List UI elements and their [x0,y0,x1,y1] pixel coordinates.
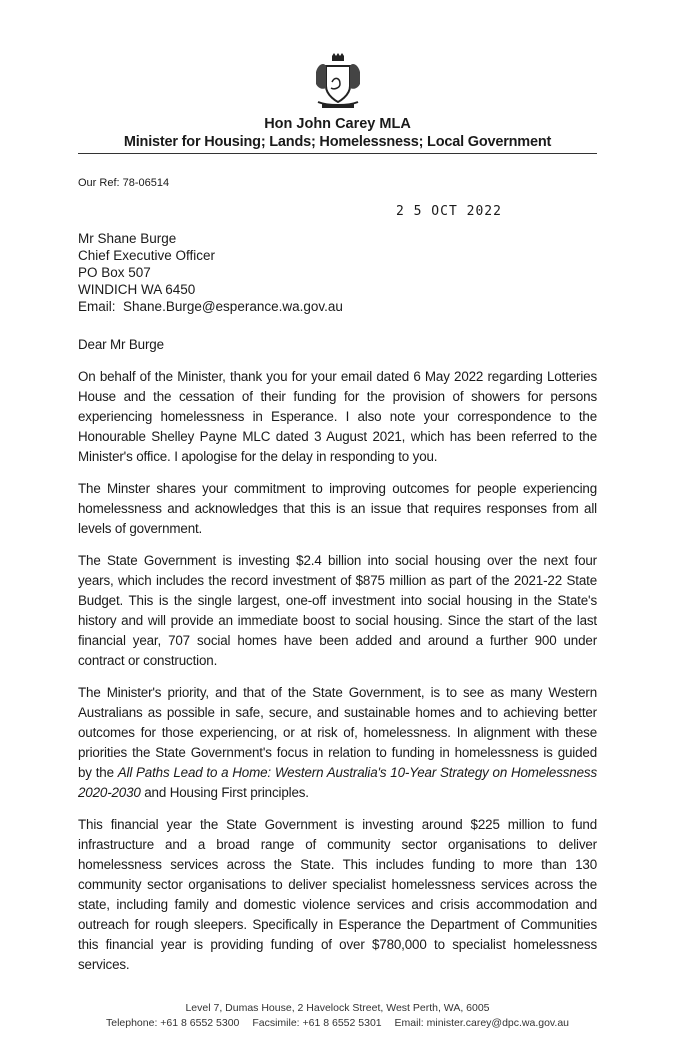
header-divider [78,153,597,154]
recipient-po-box: PO Box 507 [78,265,151,280]
letter-footer [0,1001,675,1031]
footer-telephone: Telephone: +61 8 6552 5300 [105,1017,240,1029]
paragraph-3: The State Government is investing $2.4 billion into social housing over the next four years, which includes the record investment of $875 million as part of the 2021-22 State Budget. This is the single largest, one-off investment into social housing in the State's history and will provide an immediate boost to social housing. Since the start of the last financial year, 707 social homes have been added and around a further 900 under contract or construction. [78,553,597,668]
our-reference: Our Ref: 78-06514 [78,177,170,189]
paragraph-1: On behalf of the Minister, thank you for your email dated 6 May 2022 regarding Lotteries House and the cessation of their funding for the provision of showers for persons experiencing homelessness in Esperance. I also note your correspondence to the Honourable Shelley Payne MLC dated 3 August 2021, which has been referred to the Minister's office. I apologise for the delay in responding to you. [78,369,597,464]
paragraph-5: This financial year the State Government is investing around $225 million to fund infrastructure and a broad range of community sector organisations to deliver homelessness services across the State. This includes funding to more than 130 community sector organisations to deliver specialist homelessness services across the state, including family and domestic violence services and crisis accommodation and outreach for rough sleepers. Specifically in Esperance the Department of Communities this financial year is providing funding of over $780,000 to specialist homelessness services. [78,817,597,972]
recipient-email: Shane.Burge@esperance.wa.gov.au [123,299,343,314]
recipient-locality: WINDICH WA 6450 [78,282,196,297]
paragraph-4 [78,683,597,803]
footer-email: Email: minister.carey@dpc.wa.gov.au [394,1017,569,1029]
minister-portfolio: Minister for Housing; Lands; Homelessness; Local Government [123,134,552,150]
date-stamp: 2 5 OCT 2022 [396,204,502,219]
strategy-title: All Paths Lead to a Home: Western Australia's 10-Year Strategy on Homelessness 2020-2030 [78,765,597,800]
footer-facsimile: Facsimile: +61 8 6552 5301 [252,1017,382,1029]
recipient-name: Mr Shane Burge [78,231,177,246]
recipient-address [78,230,597,315]
letter-body [78,335,597,975]
recipient-title: Chief Executive Officer [78,248,216,263]
paragraph-4-text: The Minister's priority, and that of the State Government, is to see as many Western Australians as possible in safe, secure, and sustainable homes and to achieving better outcomes for those experiencing, or at risk of, homelessness. In alignment with these priorities the State Government's focus in relation to funding in homelessness is guided by the [78,685,597,780]
minister-name: Hon John Carey MLA [264,116,411,132]
footer-address: Level 7, Dumas House, 2 Havelock Street, West Perth, WA, 6005 [185,1002,490,1014]
salutation: Dear Mr Burge [78,337,164,352]
wa-coat-of-arms-icon [308,52,368,112]
email-label: Email: [78,299,116,314]
paragraph-4-tail: and Housing First principles. [140,785,309,800]
paragraph-2: The Minster shares your commitment to improving outcomes for people experiencing homelessness and acknowledges that this is an issue that requires responses from all levels of government. [78,481,597,536]
